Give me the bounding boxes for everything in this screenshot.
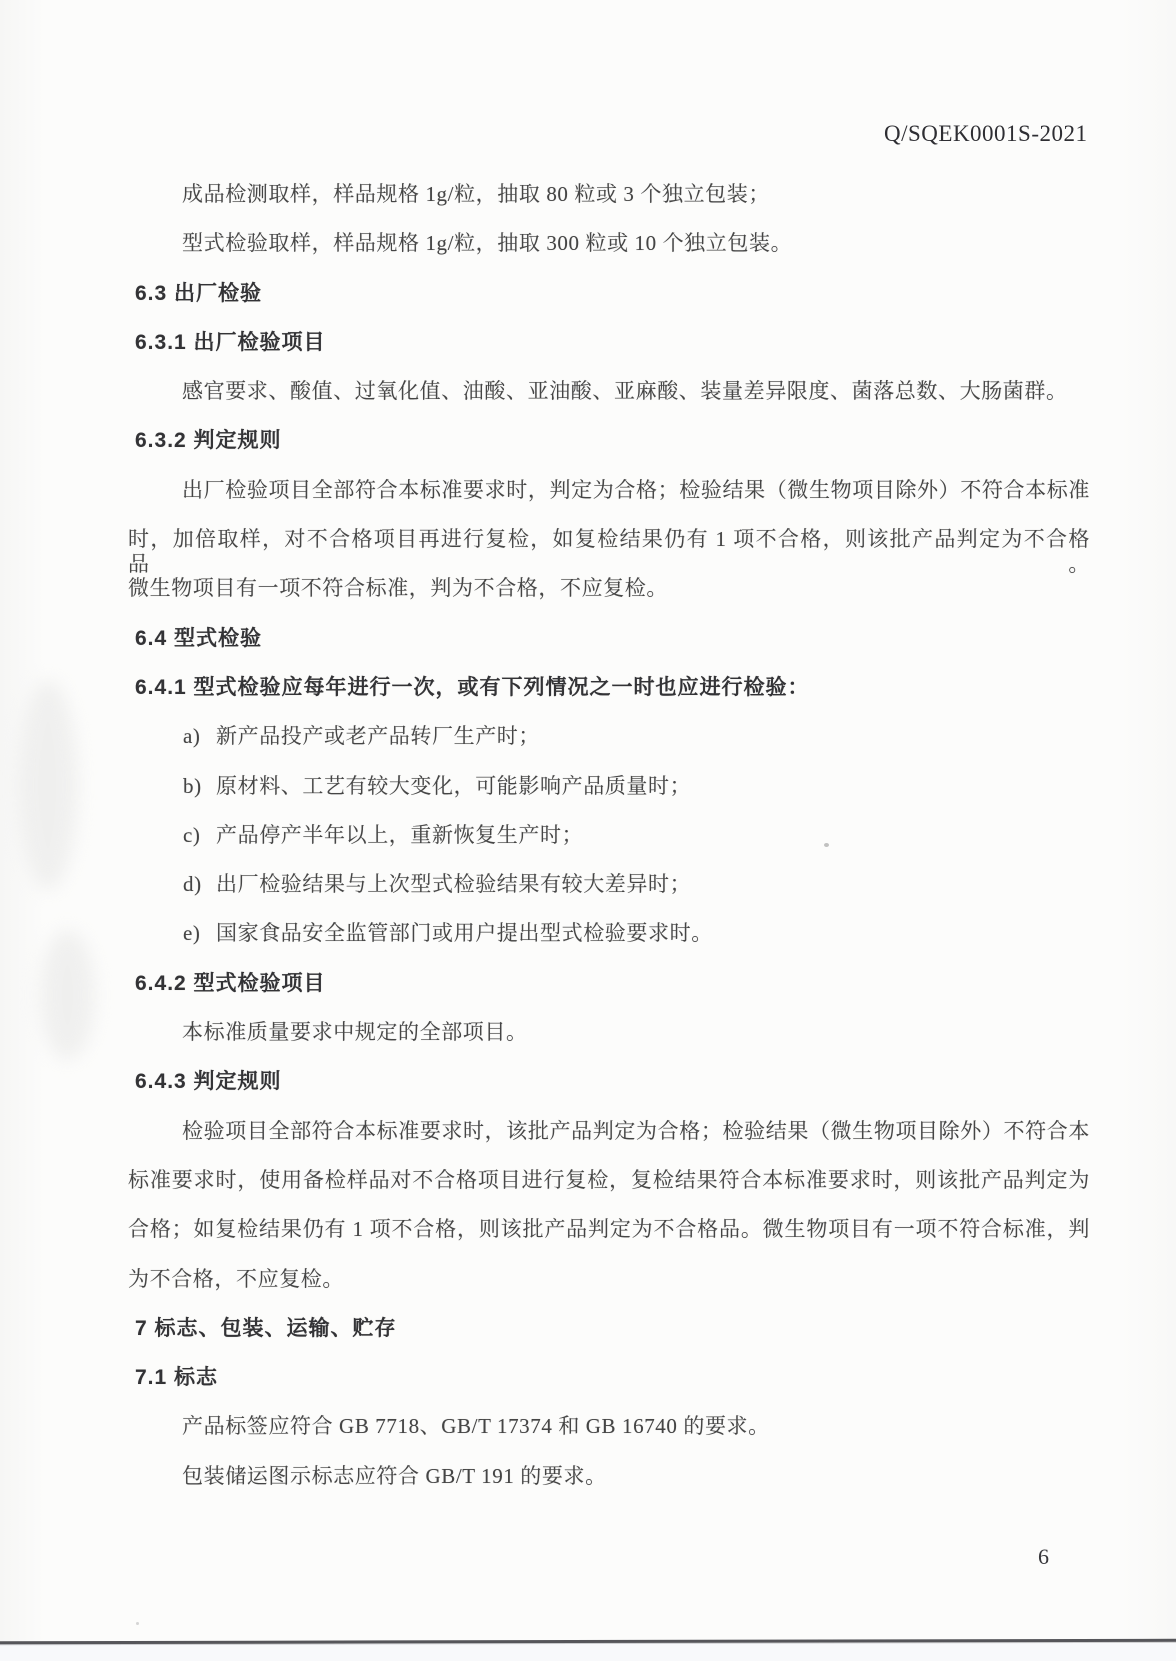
list-item xyxy=(183,774,1090,823)
page-number: 6 xyxy=(1038,1544,1049,1569)
list-item xyxy=(183,724,1090,773)
list-item-text: 产品停产半年以上，重新恢复生产时； xyxy=(216,822,584,847)
list-item xyxy=(183,872,1090,921)
list-item xyxy=(183,921,1090,970)
section-heading: 6.4.1 型式检验应每年进行一次，或有下列情况之一时也应进行检验： xyxy=(135,675,810,699)
text-line: 标准要求时，使用备检样品对不合格项目进行复检，复检结果符合本标准要求时，则该批产品判定为 xyxy=(128,1167,1090,1192)
text-line: 感官要求、酸值、过氧化值、油酸、亚油酸、亚麻酸、装量差异限度、菌落总数、大肠菌群。 xyxy=(182,379,1068,404)
list-letter: b) xyxy=(183,773,202,798)
section-heading: 6.3 出厂检验 xyxy=(135,281,263,305)
doc-number: Q/SQEK0001S-2021 xyxy=(884,121,1088,146)
list-item xyxy=(183,823,1090,872)
section-heading: 6.3.2 判定规则 xyxy=(135,429,282,453)
photo-artifact xyxy=(136,1622,139,1625)
section-heading: 7 标志、包装、运输、贮存 xyxy=(135,1316,397,1340)
photo-artifact xyxy=(18,680,78,890)
text-line: 型式检验取样，样品规格 1g/粒，抽取 300 粒或 10 个独立包装。 xyxy=(182,231,793,256)
section-heading: 6.4.2 型式检验项目 xyxy=(135,971,326,995)
text-line: 检验项目全部符合本标准要求时，该批产品判定为合格；检验结果（微生物项目除外）不符合本 xyxy=(182,1118,1090,1143)
list-letter: e) xyxy=(183,921,201,946)
list-letter: a) xyxy=(183,724,201,749)
section-heading: 7.1 标志 xyxy=(135,1366,219,1390)
text-line: 产品标签应符合 GB 7718、GB/T 17374 和 GB 16740 的要求。 xyxy=(182,1414,770,1439)
scan-background xyxy=(0,1643,1176,1661)
list-item-text: 原材料、工艺有较大变化，可能影响产品质量时； xyxy=(216,773,692,798)
section-heading: 6.4.3 判定规则 xyxy=(135,1070,282,1094)
list-item-text: 国家食品安全监管部门或用户提出型式检验要求时。 xyxy=(216,921,713,946)
text-line: 包装储运图示标志应符合 GB/T 191 的要求。 xyxy=(182,1463,607,1488)
list-letter: d) xyxy=(183,872,202,897)
text-line: 本标准质量要求中规定的全部项目。 xyxy=(182,1020,528,1045)
text-line: 合格；如复检结果仍有 1 项不合格，则该批产品判定为不合格品。微生物项目有一项不符合标准，判 xyxy=(128,1217,1090,1242)
list-letter: c) xyxy=(183,822,201,847)
document-body xyxy=(128,182,1090,1513)
text-line: 时，加倍取样，对不合格项目再进行复检，如复检结果仍有 1 项不合格，则该批产品判定为不合格品。 xyxy=(128,527,1090,577)
list-item-text: 出厂检验结果与上次型式检验结果有较大差异时； xyxy=(216,872,692,897)
section-heading: 6.3.1 出厂检验项目 xyxy=(135,330,326,354)
text-line: 为不合格，不应复检。 xyxy=(128,1266,344,1291)
text-line: 出厂检验项目全部符合本标准要求时，判定为合格；检验结果（微生物项目除外）不符合本标准 xyxy=(182,477,1090,502)
list-item-text: 新产品投产或老产品转厂生产时； xyxy=(216,724,540,749)
section-heading: 6.4 型式检验 xyxy=(135,626,263,650)
text-line: 微生物项目有一项不符合标准，判为不合格，不应复检。 xyxy=(128,576,668,601)
photo-artifact xyxy=(40,930,95,1060)
text-line: 成品检测取样，样品规格 1g/粒，抽取 80 粒或 3 个独立包装； xyxy=(182,182,770,206)
